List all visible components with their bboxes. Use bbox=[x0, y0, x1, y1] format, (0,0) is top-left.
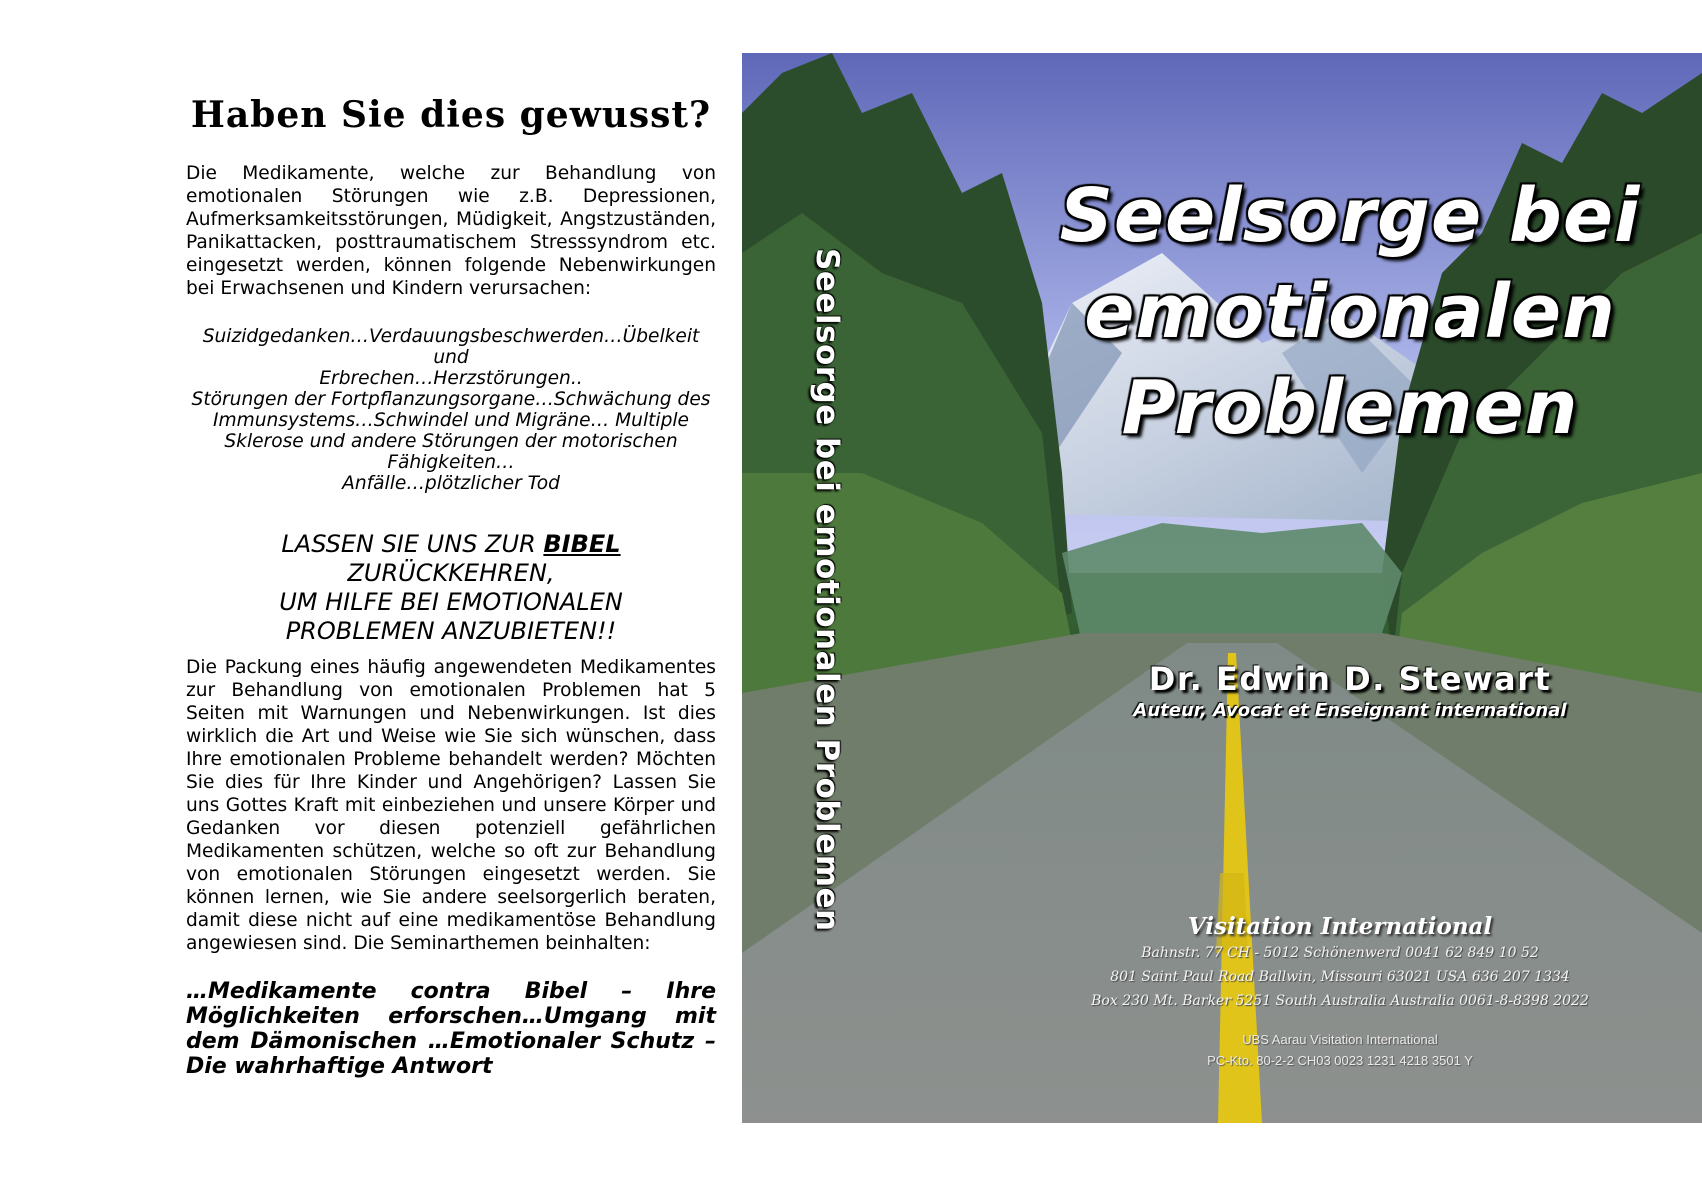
intro-paragraph: Die Medikamente, welche zur Behandlung von emotionalen Störungen wie z.B. Depressionen, Aufmerksamkeitsstörungen, Müdigkeit, Angstzuständen, Panikattacken, posttraumatischem Stresssyndrom etc. eingesetzt werden, können folgende Nebenwirkungen bei Erwachsenen und Kindern verursachen: bbox=[186, 162, 716, 299]
side-effect-line: Anfälle…plötzlicher Tod bbox=[342, 472, 560, 494]
side-effect-line: Suizidgedanken…Verdauungsbeschwerden…Übelkeit und bbox=[202, 325, 700, 368]
bank-name: UBS Aarau Visitation International bbox=[1242, 1032, 1438, 1047]
callout-heading bbox=[186, 530, 716, 646]
publisher-address-australia: Box 230 Mt. Barker 5251 South Australia Australia 0061-8-8398 2022 bbox=[1091, 993, 1589, 1009]
side-effect-line: Erbrechen…Herzstörungen.. bbox=[319, 367, 583, 389]
front-cover-title bbox=[1000, 168, 1700, 456]
author-role: Auteur, Avocat et Enseignant international bbox=[1133, 700, 1567, 721]
author-name: Dr. Edwin D. Stewart bbox=[1148, 660, 1552, 698]
publisher-address-usa: 801 Saint Paul Road Ballwin, Missouri 63021 USA 636 207 1334 bbox=[1110, 969, 1570, 985]
side-effects-list bbox=[186, 326, 716, 494]
side-effect-line: Immunsystems…Schwindel und Migräne… Multiple bbox=[213, 409, 689, 431]
side-effect-line: Sklerose und andere Störungen der motorischen bbox=[224, 430, 678, 452]
seminar-topics: …Medikamente contra Bibel – Ihre Möglichkeiten erforschen…Umgang mit dem Dämonischen …Emotionaler Schutz – Die wahrhaftige Antwort bbox=[186, 978, 716, 1079]
front-title-line: emotionalen bbox=[1084, 269, 1616, 355]
callout-bible-emphasis: BIBEL bbox=[543, 529, 621, 558]
spine-title: Seelsorge bei emotionalen Problemen bbox=[809, 248, 845, 932]
back-cover-title: Haben Sie dies gewusst? bbox=[190, 94, 712, 136]
bank-account: PC-Kto. 80-2-2 CH03 0023 1231 4218 3501 Y bbox=[1207, 1053, 1473, 1068]
back-cover bbox=[186, 96, 716, 1079]
callout-line: UM HILFE BEI EMOTIONALEN bbox=[279, 587, 623, 616]
front-title-line: Seelsorge bei bbox=[1059, 173, 1641, 259]
side-effect-line: Störungen der Fortpflanzungsorgane…Schwächung des bbox=[191, 388, 711, 410]
publisher-name: Visitation International bbox=[1187, 913, 1493, 940]
front-title-line: Problemen bbox=[1121, 365, 1579, 451]
side-effect-line: Fähigkeiten… bbox=[387, 451, 515, 473]
publisher-address-switzerland: Bahnstr. 77 CH - 5012 Schönenwerd 0041 62 849 10 52 bbox=[1141, 945, 1539, 961]
callout-line: ZURÜCKKEHREN, bbox=[347, 558, 555, 587]
body-paragraph: Die Packung eines häufig angewendeten Medikamentes zur Behandlung von emotionalen Problemen hat 5 Seiten mit Warnungen und Nebenwirkungen. Ist dies wirklich die Art und Weise wie Sie sich wünschen, dass Ihre emotionalen Probleme behandelt werden? Möchten Sie dies für Ihre Kinder und Angehörigen? Lassen Sie uns Gottes Kraft mit einbeziehen und unsere Körper und Gedanken vor diesen potenziell gefährlichen Medikamenten schützen, welche so oft zur Behandlung von emotionalen Störungen eingesetzt werden. Sie können lernen, wie Sie andere seelsorgerlich beraten, damit diese nicht auf eine medikamentöse Behandlung angewiesen sind. Die Seminarthemen beinhalten: bbox=[186, 656, 716, 954]
callout-line: PROBLEMEN ANZUBIETEN!! bbox=[285, 616, 617, 645]
callout-line bbox=[186, 530, 716, 559]
callout-line1-text: LASSEN SIE UNS ZUR bbox=[281, 529, 544, 558]
